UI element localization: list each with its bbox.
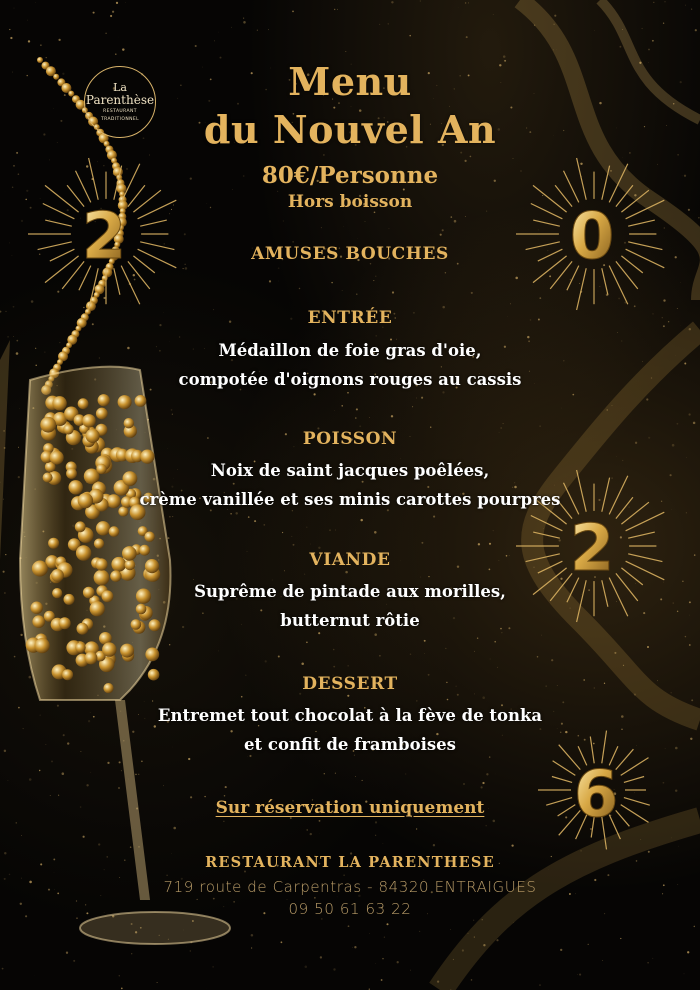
logo-subtitle: TRADITIONNEL <box>100 116 140 122</box>
dish-line: Suprême de pintade aux morilles, <box>194 582 506 601</box>
dish-line: butternut rôtie <box>280 611 420 630</box>
logo-line: La <box>113 80 127 94</box>
price-note: Hors boisson <box>287 192 413 212</box>
logo-line: Parenthèse <box>85 92 155 107</box>
restaurant-phone[interactable]: 09 50 61 63 22 <box>288 900 412 918</box>
dish-line: Entremet tout chocolat à la fève de tonka <box>157 706 543 725</box>
dish-line: crème vanillée et ses minis carottes pourpres <box>139 490 561 509</box>
dish-line: et confit de framboises <box>244 735 456 754</box>
section-heading-viande: VIANDE <box>309 550 391 570</box>
dish-line: Noix de saint jacques poêlées, <box>210 461 490 480</box>
year-digit: 0 <box>569 200 615 274</box>
section-heading-dessert: DESSERT <box>302 674 398 694</box>
restaurant-logo <box>84 66 156 138</box>
restaurant-name: RESTAURANT LA PARENTHESE <box>205 854 495 871</box>
page-subtitle: du Nouvel An <box>203 107 497 152</box>
section-heading-entree: ENTRÉE <box>307 308 393 328</box>
section-heading-poisson: POISSON <box>302 429 398 449</box>
year-digit: 2 <box>81 200 127 274</box>
price: 80€/Personne <box>261 162 439 189</box>
reservation-link[interactable]: Sur réservation uniquement <box>215 798 485 818</box>
logo-subtitle: RESTAURANT <box>103 108 137 114</box>
dish-line: Médaillon de foie gras d'oie, <box>218 341 482 360</box>
restaurant-address: 719 route de Carpentras - 84320 ENTRAIGUES <box>163 878 537 896</box>
dish-line: compotée d'oignons rouges au cassis <box>178 370 522 389</box>
year-digit: 2 <box>569 512 615 586</box>
page-title: Menu <box>288 59 412 104</box>
year-digit: 6 <box>573 758 619 832</box>
section-heading-amuses: AMUSES BOUCHES <box>251 244 449 264</box>
